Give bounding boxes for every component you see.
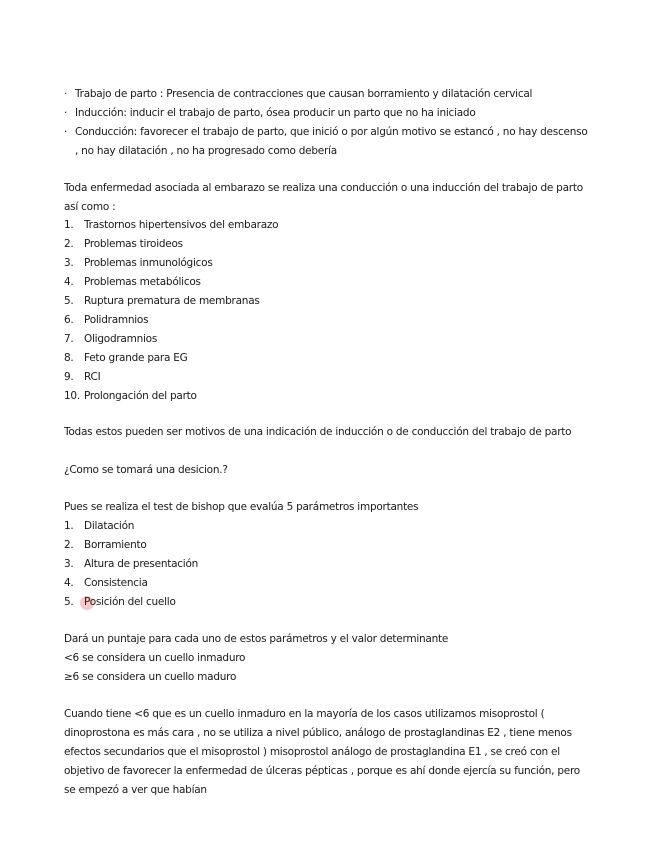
condition-item bbox=[64, 273, 592, 292]
score-line: ≥6 se considera un cuello maduro bbox=[64, 671, 237, 683]
condition-item bbox=[64, 292, 592, 311]
bishop-params-list bbox=[64, 517, 592, 612]
bishop-param-item bbox=[64, 574, 592, 593]
condition-item bbox=[64, 216, 592, 235]
item-number: 2. bbox=[64, 539, 74, 551]
condition-item bbox=[64, 330, 592, 349]
item-text: Altura de presentación bbox=[84, 558, 199, 570]
item-text: Problemas tiroideos bbox=[84, 238, 183, 250]
motives-paragraph: Todas estos pueden ser motivos de una indicación de inducción o de conducción del trabajo de parto bbox=[64, 426, 572, 438]
condition-item bbox=[64, 349, 592, 368]
item-text: Oligodramnios bbox=[84, 333, 158, 345]
item-text: Problemas metabólicos bbox=[84, 276, 201, 288]
condition-item bbox=[64, 387, 592, 406]
highlighted-item-text: Posición del cuello bbox=[84, 593, 176, 612]
item-number: 10. bbox=[64, 390, 80, 402]
definitions-list bbox=[64, 85, 592, 161]
item-text: Feto grande para EG bbox=[84, 352, 188, 364]
item-number: 2. bbox=[64, 238, 74, 250]
condition-item bbox=[64, 311, 592, 330]
item-text: RCI bbox=[84, 371, 101, 383]
final-paragraph: Cuando tiene <6 que es un cuello inmaduro en la mayoría de los casos utilizamos misoprostol ( dinoprostona es más cara , no se utiliza a nivel público, análogo de prostaglandinas E2 , tiene menos efectos secundarios que el misoprostol ) misoprostol análogo de prostaglandina E1 , se creó con el objetivo de favorecer la enfermedad de úlceras pépticas , porque es ahí donde ejercía su función, pero se empezó a ver que habían bbox=[64, 708, 580, 796]
item-number: 1. bbox=[64, 219, 74, 231]
item-text: Polidramnios bbox=[84, 314, 149, 326]
definition-item: · Inducción: inducir el trabajo de parto, ósea producir un parto que no ha iniciado bbox=[64, 104, 592, 123]
condition-item bbox=[64, 235, 592, 254]
item-text: Borramiento bbox=[84, 539, 147, 551]
definition-item: · Trabajo de parto : Presencia de contracciones que causan borramiento y dilatación cervical bbox=[64, 85, 592, 104]
bishop-param-item bbox=[64, 593, 592, 612]
condition-item bbox=[64, 254, 592, 273]
item-text: Prolongación del parto bbox=[84, 390, 197, 402]
item-text: Consistencia bbox=[84, 577, 148, 589]
item-text: Dilatación bbox=[84, 520, 135, 532]
question-line: ¿Como se tomará una desicion.? bbox=[64, 464, 228, 476]
item-number: 3. bbox=[64, 558, 74, 570]
item-number: 9. bbox=[64, 371, 74, 383]
item-text: Ruptura prematura de membranas bbox=[84, 295, 260, 307]
item-number: 5. bbox=[64, 295, 74, 307]
item-number: 5. bbox=[64, 596, 74, 608]
item-number: 3. bbox=[64, 257, 74, 269]
item-text: Problemas inmunológicos bbox=[84, 257, 213, 269]
item-number: 7. bbox=[64, 333, 74, 345]
bishop-param-item bbox=[64, 517, 592, 536]
bishop-param-item bbox=[64, 555, 592, 574]
score-line: <6 se considera un cuello inmaduro bbox=[64, 652, 246, 664]
bishop-intro: Pues se realiza el test de bishop que evalúa 5 parámetros importantes bbox=[64, 501, 419, 513]
item-number: 4. bbox=[64, 276, 74, 288]
item-number: 8. bbox=[64, 352, 74, 364]
item-number: 1. bbox=[64, 520, 74, 532]
definition-item: · Conducción: favorecer el trabajo de parto, que inició o por algún motivo se estancó , no hay descenso , no hay dilatación , no ha progresado como debería bbox=[64, 123, 592, 161]
intro-paragraph: Toda enfermedad asociada al embarazo se realiza una conducción o una inducción del trabajo de parto así como : bbox=[64, 182, 583, 213]
item-number: 4. bbox=[64, 577, 74, 589]
conditions-list bbox=[64, 216, 592, 406]
item-number: 6. bbox=[64, 314, 74, 326]
score-block bbox=[64, 630, 592, 687]
condition-item bbox=[64, 368, 592, 387]
item-text: Trastornos hipertensivos del embarazo bbox=[84, 219, 279, 231]
score-line: Dará un puntaje para cada uno de estos parámetros y el valor determinante bbox=[64, 633, 449, 645]
bishop-param-item bbox=[64, 536, 592, 555]
